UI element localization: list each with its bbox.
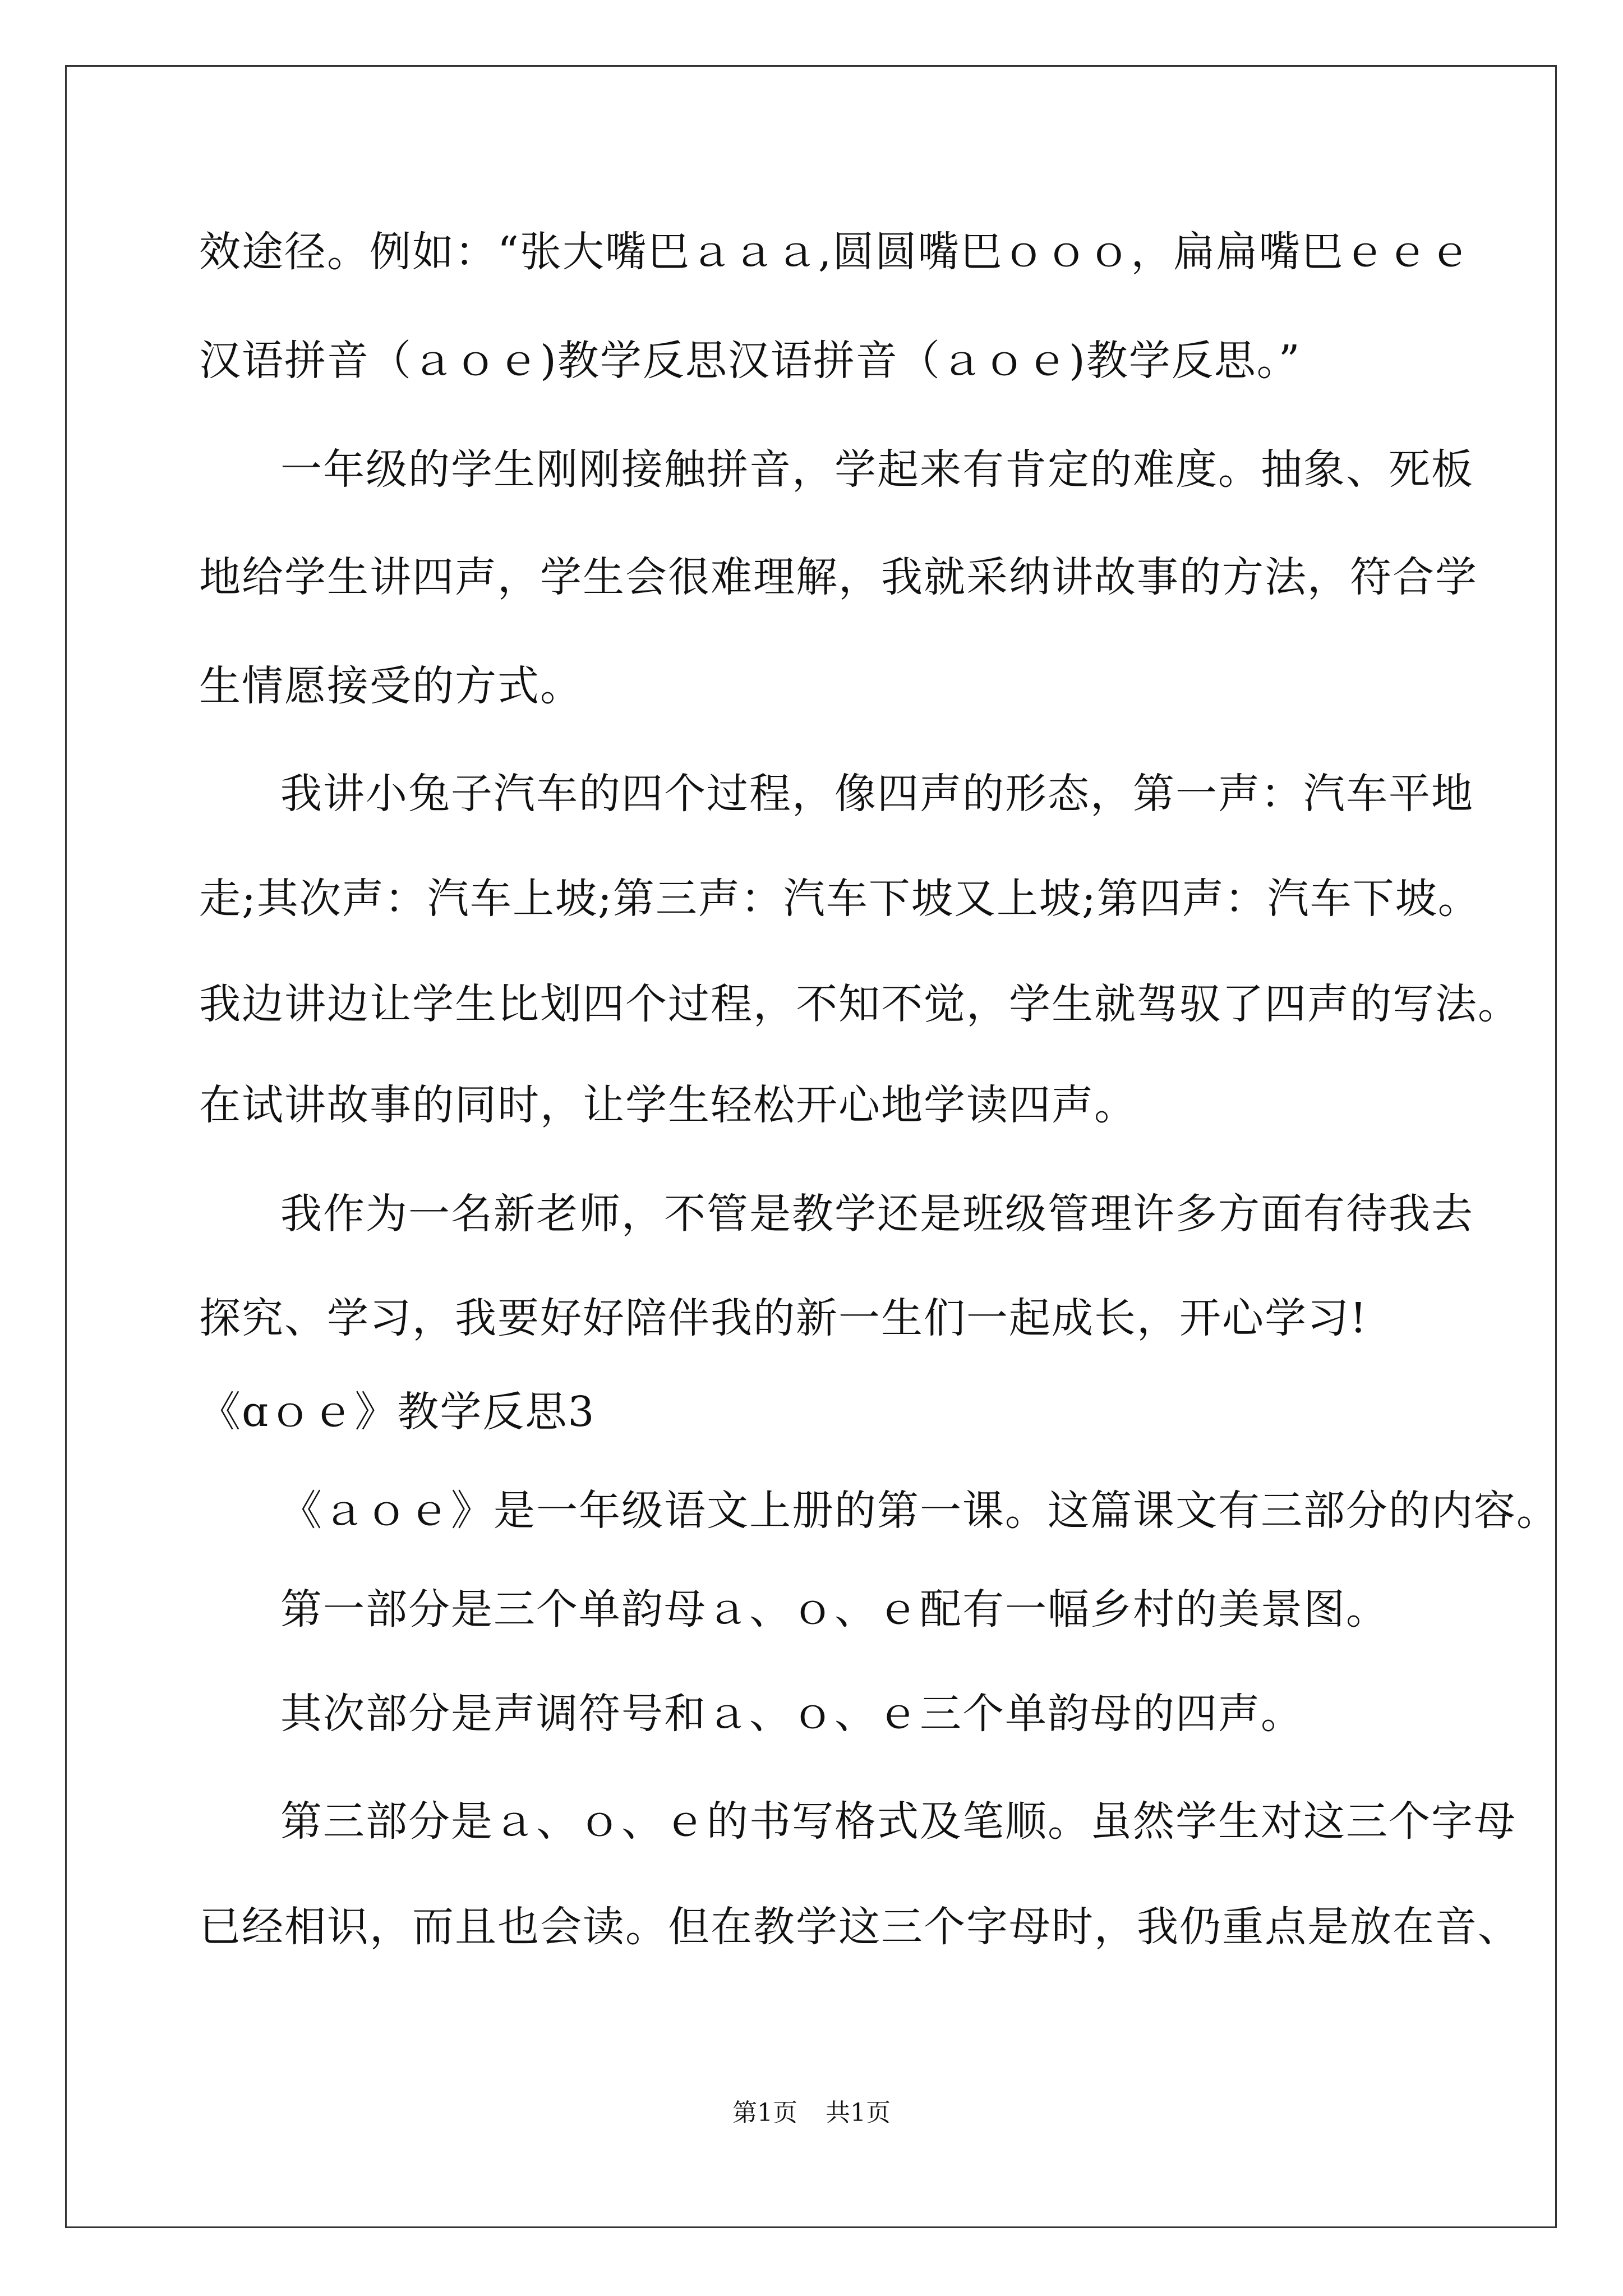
text-line: 我边讲边让学生比划四个过程，不知不觉，学生就驾驭了四声的写法。 [199, 980, 1520, 1028]
text-line: 效途径。例如：“张大嘴巴ａａａ,圆圆嘴巴ｏｏｏ，扁扁嘴巴ｅｅｅ [199, 228, 1472, 276]
page-number: 第1页 [732, 2099, 797, 2127]
paragraph-start-line: 《ａｏｅ》是一年级语文上册的第一课。这篇课文有三部分的内容。 [280, 1487, 1559, 1535]
page-footer [0, 2092, 1623, 2128]
text-line: 地给学生讲四声，学生会很难理解，我就采纳讲故事的方法，符合学 [199, 553, 1478, 601]
paragraph-start-line: 我作为一名新老师，不管是教学还是班级管理许多方面有待我去 [280, 1190, 1474, 1238]
paragraph-start-line: 第一部分是三个单韵母ａ、ｏ、ｅ配有一幅乡村的美景图。 [280, 1585, 1389, 1634]
paragraph-start-line: 第三部分是ａ、ｏ、ｅ的书写格式及笔顺。虽然学生对这三个字母 [280, 1797, 1516, 1846]
text-line: 汉语拼音（ａｏｅ)教学反思汉语拼音（ａｏｅ)教学反思。” [199, 337, 1301, 385]
paragraph-start-line: 我讲小兔子汽车的四个过程，像四声的形态，第一声：汽车平地 [280, 770, 1474, 818]
text-line: 探究、学习，我要好好陪伴我的新一生们一起成长，开心学习! [199, 1294, 1368, 1342]
text-line: 生情愿接受的方式。 [199, 662, 583, 710]
page-total: 共1页 [826, 2099, 891, 2127]
paragraph-start-line: 其次部分是声调符号和ａ、ｏ、ｅ三个单韵母的四声。 [280, 1690, 1303, 1738]
text-line: 已经相识，而且也会读。但在教学这三个字母时，我仍重点是放在音、 [199, 1903, 1520, 1951]
text-line: 走;其次声：汽车上坡;第三声：汽车下坡又上坡;第四声：汽车下坡。 [199, 875, 1481, 923]
paragraph-start-line: 一年级的学生刚刚接触拼音，学起来有肯定的难度。抽象、死板 [280, 445, 1474, 494]
text-line: 在试讲故事的同时，让学生轻松开心地学读四声。 [199, 1081, 1137, 1129]
section-heading: 《ɑｏｅ》教学反思3 [199, 1388, 596, 1436]
